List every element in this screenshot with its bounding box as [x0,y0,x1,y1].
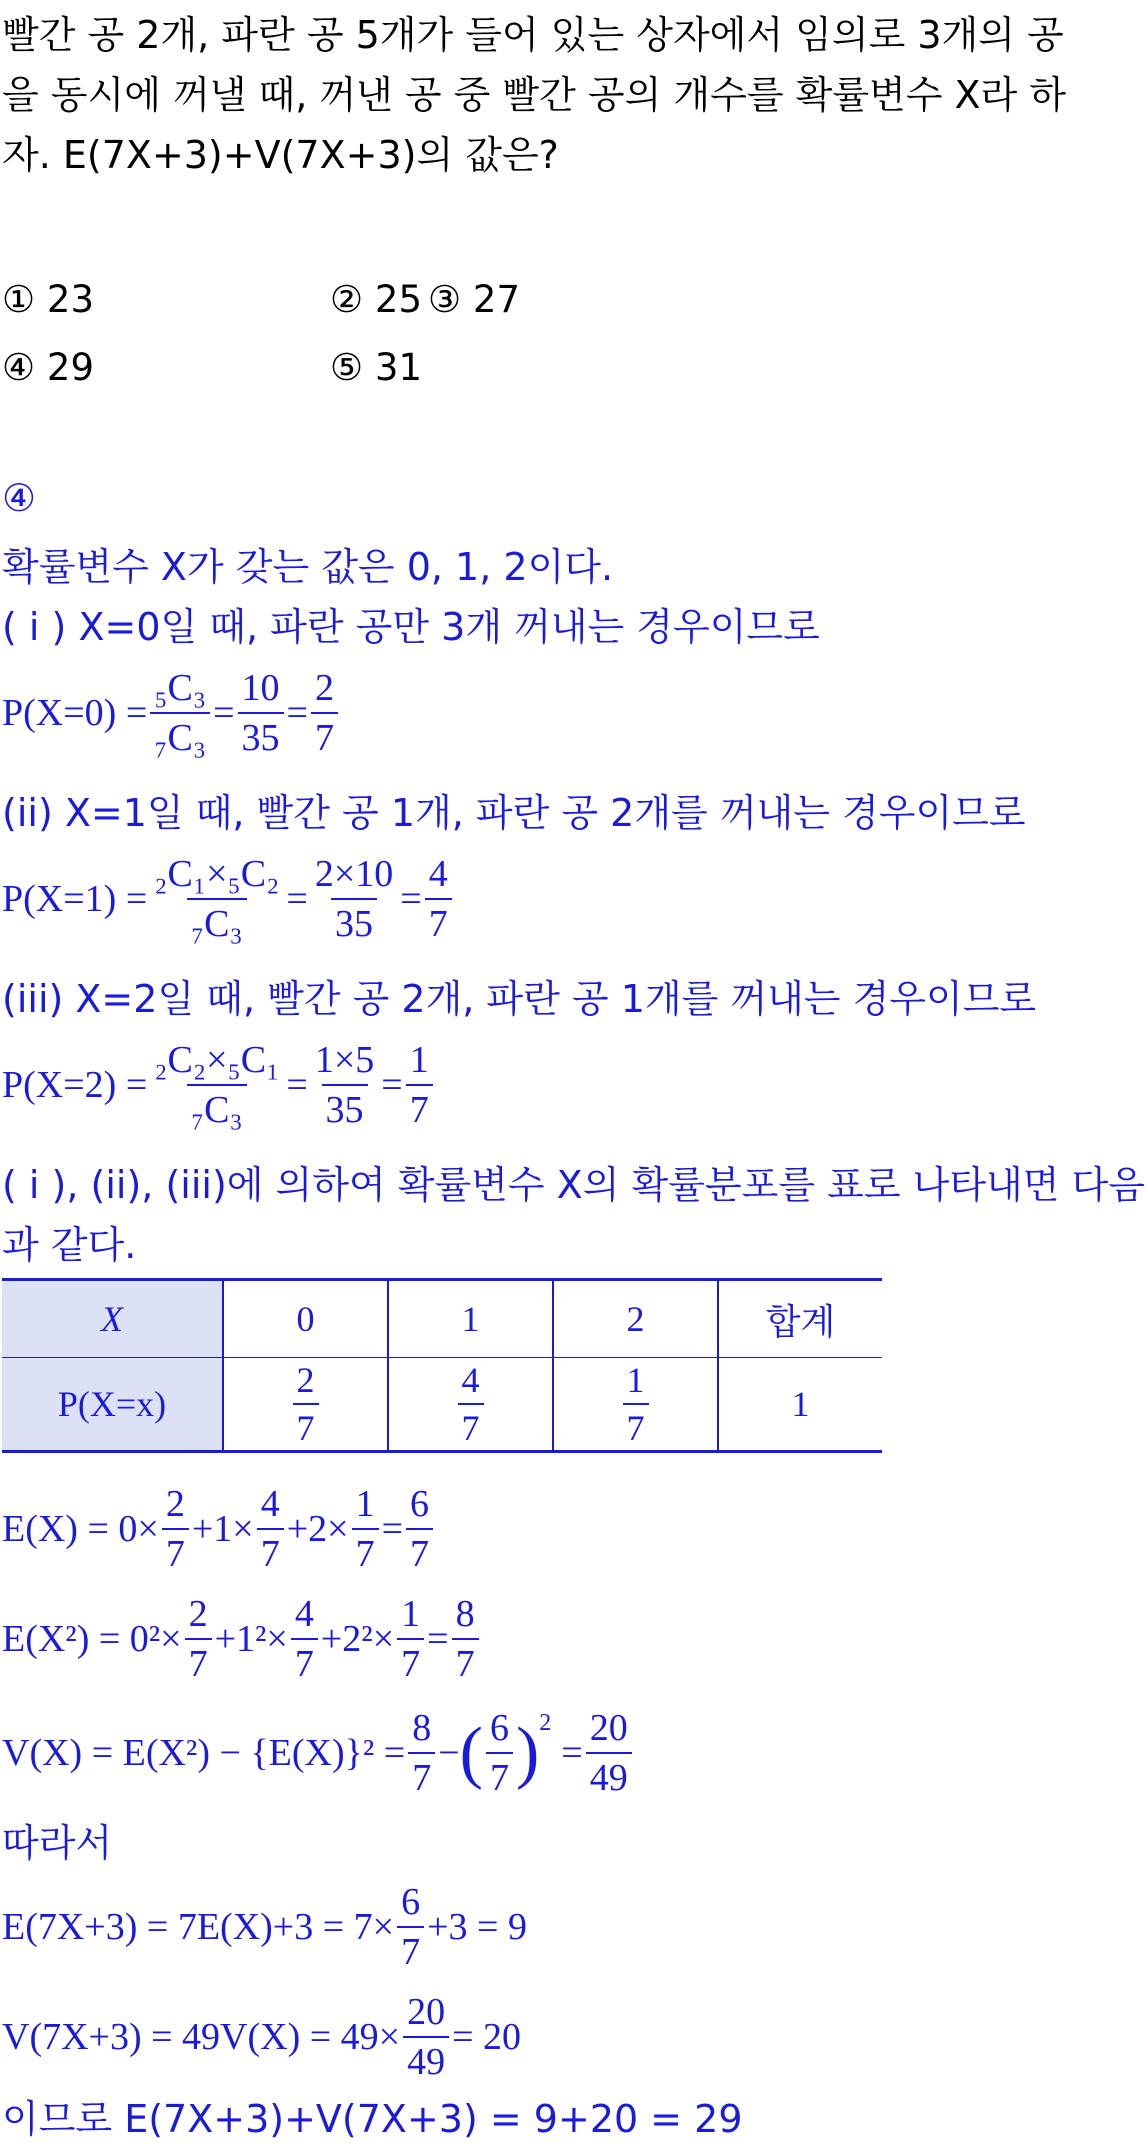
choice-4[interactable]: ④ 29 [2,346,95,389]
table-header-total: 합계 [718,1280,882,1358]
case2-lhs: P(X=1) = [2,878,148,920]
therefore-label: 따라서 [2,1821,113,1865]
case3-frac2: $\frac{1\times 5}{35}$ [314,1039,375,1131]
table-row [2,1358,882,1452]
expectation-equation: E(X) = 0× $\frac{2}{7}$ +1× $\frac{4}{7}$ +2× $\frac{1}{7}$ = $\frac{6}{7}$ [2,1482,436,1576]
case1-frac1: $\frac{\text{₅C₃}}{\text{₇C₃}}$ [150,666,210,760]
table-cell: $\frac{4}{7}$ [388,1358,553,1452]
variance-equation: V(X) = E(X²) − {E(X)}² = $\frac{8}{7}$ − ( $\frac{6}{7}$ ) 2 = $\frac{20}{49}$ [2,1706,635,1800]
table-cell: 1 [718,1358,882,1452]
probability-distribution-table [2,1278,882,1453]
case3-frac3: $\frac{1}{7}$ [406,1038,433,1132]
final-answer-line: 이므로 E(7X+3)+V(7X+3) = 9+20 = 29 [2,2097,743,2141]
summary-line-2: 과 같다. [2,1223,137,1267]
table-cell: $\frac{2}{7}$ [223,1358,388,1452]
question-line-2: 을 동시에 꺼낼 때, 꺼낸 공 중 빨간 공의 개수를 확률변수 X라 하 [2,73,1067,117]
table-header-x: X [2,1280,223,1358]
case1-lhs: P(X=0) = [2,692,148,734]
table-cell: 0 [223,1280,388,1358]
v7x3-equation: V(7X+3) = 49V(X) = 49× $\frac{20}{49}$ = 20 [2,1991,522,2083]
e7x3-equation: E(7X+3) = 7E(X)+3 = 7× $\frac{6}{7}$ +3 = 9 [2,1881,527,1973]
table-row [2,1280,882,1358]
case2-frac1: $\frac{\text{₂C₁×₅C₂}}{\text{₇C₃}}$ [154,853,280,945]
answer-marker: ④ [2,476,37,520]
case2-equation: P(X=1) = $\frac{\text{₂C₁×₅C₂}}{\text{₇C₃}}$ = $\frac{2\times 10}{35}$ = $\frac{4}{7}$ [2,852,455,946]
question-line-1: 빨간 공 2개, 파란 공 5개가 들어 있는 상자에서 임의로 3개의 공 [2,13,1064,57]
choice-1[interactable]: ① 23 [2,278,95,321]
case3-lhs: P(X=2) = [2,1064,148,1106]
case3-frac1: $\frac{\text{₂C₂×₅C₁}}{\text{₇C₃}}$ [154,1039,280,1131]
table-cell: $\frac{1}{7}$ [553,1358,718,1452]
choice-5[interactable]: ⑤ 31 [330,346,423,389]
second-moment-equation: E(X²) = 0²× $\frac{2}{7}$ +1²× $\frac{4}{7}$ +2²× $\frac{1}{7}$ = $\frac{8}{7}$ [2,1592,482,1686]
solution-intro: 확률변수 X가 갖는 값은 0, 1, 2이다. [2,545,614,589]
case3-text: (iii) X=2일 때, 빨간 공 2개, 파란 공 1개를 꺼내는 경우이므로 [2,977,1037,1021]
table-header-p: P(X=x) [2,1358,223,1452]
question-line-3: 자. E(7X+3)+V(7X+3)의 값은? [2,133,559,177]
table-cell: 1 [388,1280,553,1358]
choice-2[interactable]: ② 25 [330,278,423,321]
case1-text: ( i ) X=0일 때, 파란 공만 3개 꺼내는 경우이므로 [2,605,820,649]
table-cell: 2 [553,1280,718,1358]
case1-frac3: $\frac{2}{7}$ [311,666,338,760]
case2-frac2: $\frac{2\times 10}{35}$ [314,853,394,945]
case2-text: (ii) X=1일 때, 빨간 공 1개, 파란 공 2개를 꺼내는 경우이므로 [2,791,1026,835]
case1-frac2: $\frac{10}{35}$ [238,666,284,760]
case1-equation: P(X=0) = $\frac{\text{₅C₃}}{\text{₇C₃}}$ = $\frac{10}{35}$ = $\frac{2}{7}$ [2,666,341,760]
case2-frac3: $\frac{4}{7}$ [425,852,452,946]
summary-line-1: ( i ), (ii), (iii)에 의하여 확률변수 X의 확률분포를 표로 나타내면 다음 [2,1163,1145,1207]
case3-equation: P(X=2) = $\frac{\text{₂C₂×₅C₁}}{\text{₇C₃}}$ = $\frac{1\times 5}{35}$ = $\frac{1}{7}$ [2,1038,436,1132]
choice-3[interactable]: ③ 27 [428,278,521,321]
